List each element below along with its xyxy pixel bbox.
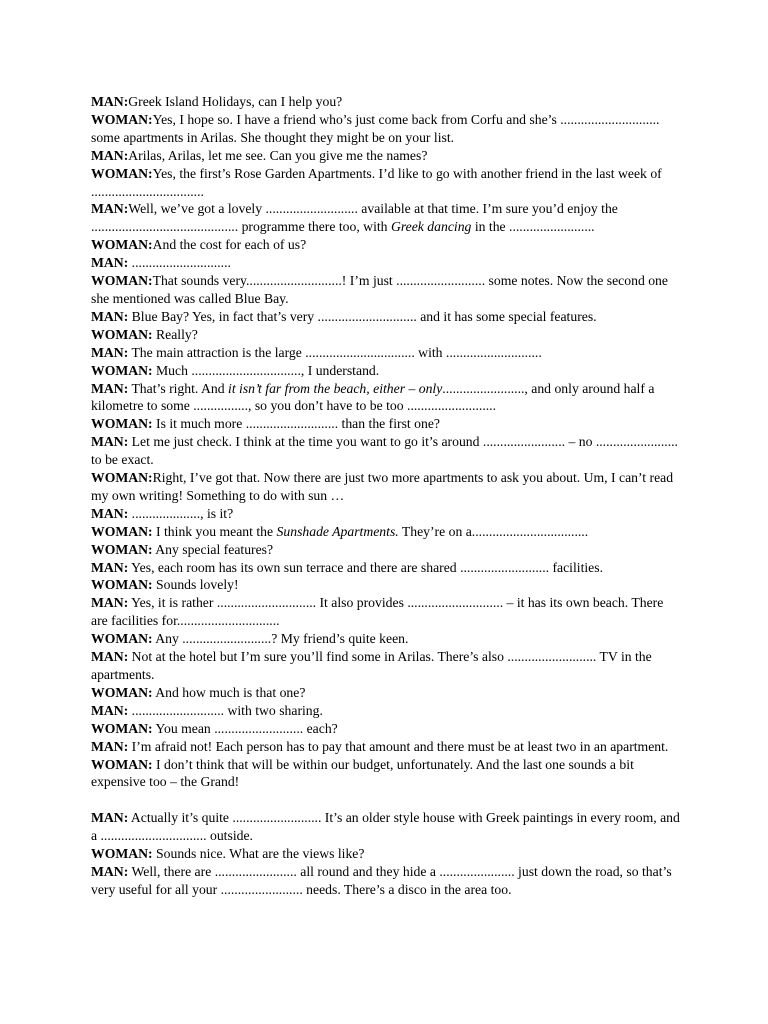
line-text: And the cost for each of us? — [152, 237, 307, 253]
dialogue-line — [91, 362, 681, 380]
line-text: Let me just check. I think at the time you want to go it’s around ........................ – no ........................ to be exact. — [91, 434, 678, 468]
dialogue-line — [91, 415, 681, 433]
line-text: You mean .......................... each? — [155, 720, 338, 736]
line-text: Yes, it is rather ............................. It also provides ............................ – it has its own beach. There are facilities for.............................. — [91, 595, 664, 629]
speaker-label: WOMAN: — [91, 237, 153, 253]
speaker-label: MAN: — [91, 94, 129, 109]
speaker-label: MAN: — [91, 559, 129, 575]
line-text: ............................. — [131, 255, 231, 271]
blank-line — [91, 791, 681, 809]
line-text: Arilas, Arilas, let me see. Can you give me the names? — [128, 147, 428, 163]
speaker-label: MAN: — [91, 380, 129, 396]
dialogue-line — [91, 200, 681, 236]
dialogue-line — [91, 272, 681, 308]
line-text: That sounds very............................! I’m just .......................... some notes. Now the second one she mentioned was called Blue Bay. — [91, 273, 668, 306]
dialogue-line — [91, 576, 681, 594]
dialogue-line — [91, 756, 681, 792]
italic-text: Greek dancing — [390, 219, 472, 235]
speaker-label: MAN: — [91, 738, 129, 754]
dialogue-line — [91, 845, 681, 863]
speaker-label: WOMAN: — [91, 577, 153, 593]
dialogue-line — [91, 505, 681, 523]
dialogue-line — [91, 147, 681, 165]
speaker-label: MAN: — [91, 702, 129, 718]
dialogue-line — [91, 308, 681, 326]
dialogue-line — [91, 326, 681, 344]
speaker-label: MAN: — [91, 595, 129, 611]
dialogue-line — [91, 380, 681, 416]
line-text: ........................, and only around half a kilometre to some ................, so you don’t have to be too .......................... — [91, 380, 655, 414]
speaker-label: WOMAN: — [91, 416, 153, 432]
speaker-label: WOMAN: — [91, 631, 153, 647]
line-text: Blue Bay? Yes, in fact that’s very ............................. and it has some special features. — [131, 308, 597, 324]
dialogue-line — [91, 863, 681, 899]
dialogue-line — [91, 648, 681, 684]
line-text: Not at the hotel but I’m sure you’ll find some in Arilas. There’s also .......................... TV in the apartments. — [91, 649, 652, 682]
dialogue-line — [91, 809, 681, 845]
speaker-label: WOMAN: — [91, 362, 153, 378]
line-text: They’re on a.................................. — [398, 523, 589, 539]
line-text: Right, I’ve got that. Now there are just two more apartments to ask you about. Um, I can’t read my own writing! Something to do with sun … — [91, 470, 674, 503]
speaker-label: WOMAN: — [91, 273, 153, 289]
speaker-label: MAN: — [91, 201, 129, 217]
dialogue-line — [91, 344, 681, 362]
italic-text: Sunshade Apartments. — [276, 523, 399, 539]
line-text: Actually it’s quite .......................... It’s an older style house with Greek paintings in every room, and a ............................... outside. — [91, 810, 680, 844]
dialogue-line — [91, 559, 681, 577]
speaker-label: WOMAN: — [91, 470, 153, 486]
speaker-label: WOMAN: — [91, 165, 153, 181]
line-text: Sounds nice. What are the views like? — [156, 846, 365, 862]
line-text: That’s right. And — [131, 380, 229, 396]
italic-text: it isn’t far from the beach, either – only — [228, 380, 443, 396]
dialogue-line — [91, 541, 681, 559]
speaker-label: MAN: — [91, 255, 129, 271]
dialogue-line — [91, 111, 681, 147]
speaker-label: WOMAN: — [91, 684, 153, 700]
speaker-label: WOMAN: — [91, 111, 153, 127]
speaker-label: MAN: — [91, 344, 129, 360]
dialogue-line — [91, 236, 681, 254]
speaker-label: MAN: — [91, 863, 129, 879]
dialogue-line — [91, 469, 681, 505]
line-text: Well, there are ........................ all round and they hide a ...................... just down the road, so that’s very useful for all your ........................ needs. There’s a disco in the area too. — [91, 863, 672, 897]
line-text: Yes, each room has its own sun terrace and there are shared .......................... facilities. — [131, 559, 604, 575]
dialogue-line — [91, 720, 681, 738]
dialogue-line — [91, 523, 681, 541]
dialogue-line — [91, 254, 681, 272]
line-text: Really? — [156, 326, 198, 342]
line-text: And how much is that one? — [155, 684, 306, 700]
speaker-label: WOMAN: — [91, 541, 153, 557]
line-text: The main attraction is the large ................................ with ............................ — [131, 344, 542, 360]
line-text: ........................... with two sharing. — [131, 702, 323, 718]
line-text: Well, we’ve got a lovely ........................... available at that time. I’m sure you’d enjoy the ........................................... programme there too, with — [91, 201, 618, 235]
dialogue-line — [91, 738, 681, 756]
line-text: Greek Island Holidays, can I help you? — [128, 94, 343, 109]
line-text: Sounds lovely! — [156, 577, 239, 593]
dialogue-line — [91, 594, 681, 630]
speaker-label: MAN: — [91, 147, 129, 163]
line-text: ...................., is it? — [131, 505, 234, 521]
line-text: Much ................................, I understand. — [156, 362, 380, 378]
line-text: I don’t think that will be within our budget, unfortunately. And the last one sounds a bit expensive too – the Grand! — [91, 756, 634, 790]
dialogue-line — [91, 630, 681, 648]
speaker-label: WOMAN: — [91, 846, 153, 862]
dialogue-line — [91, 93, 681, 111]
dialogue-line — [91, 165, 681, 201]
speaker-label: WOMAN: — [91, 326, 153, 342]
speaker-label: MAN: — [91, 649, 129, 665]
speaker-label: MAN: — [91, 308, 129, 324]
speaker-label: WOMAN: — [91, 756, 153, 772]
dialogue-line — [91, 702, 681, 720]
line-text: Yes, I hope so. I have a friend who’s just come back from Corfu and she’s ............................. some apartments in Arilas. She thought they might be on your list. — [91, 111, 660, 145]
line-text: I think you meant the — [156, 523, 277, 539]
speaker-label: MAN: — [91, 505, 129, 521]
line-text: Yes, the first’s Rose Garden Apartments. I’d like to go with another friend in the last week of ................................. — [91, 165, 662, 199]
speaker-label: MAN: — [91, 434, 129, 450]
line-text: in the ......................... — [471, 219, 595, 235]
line-text: Any ..........................? My friend’s quite keen. — [155, 631, 409, 647]
line-text: I’m afraid not! Each person has to pay that amount and there must be at least two in an apartment. — [131, 738, 669, 754]
dialogue-line — [91, 433, 681, 469]
dialogue-line — [91, 684, 681, 702]
speaker-label: MAN: — [91, 810, 129, 826]
line-text: Any special features? — [155, 541, 274, 557]
dialogue-transcript — [91, 93, 681, 899]
speaker-label: WOMAN: — [91, 523, 153, 539]
speaker-label: WOMAN: — [91, 720, 153, 736]
line-text: Is it much more ........................... than the first one? — [156, 416, 440, 432]
